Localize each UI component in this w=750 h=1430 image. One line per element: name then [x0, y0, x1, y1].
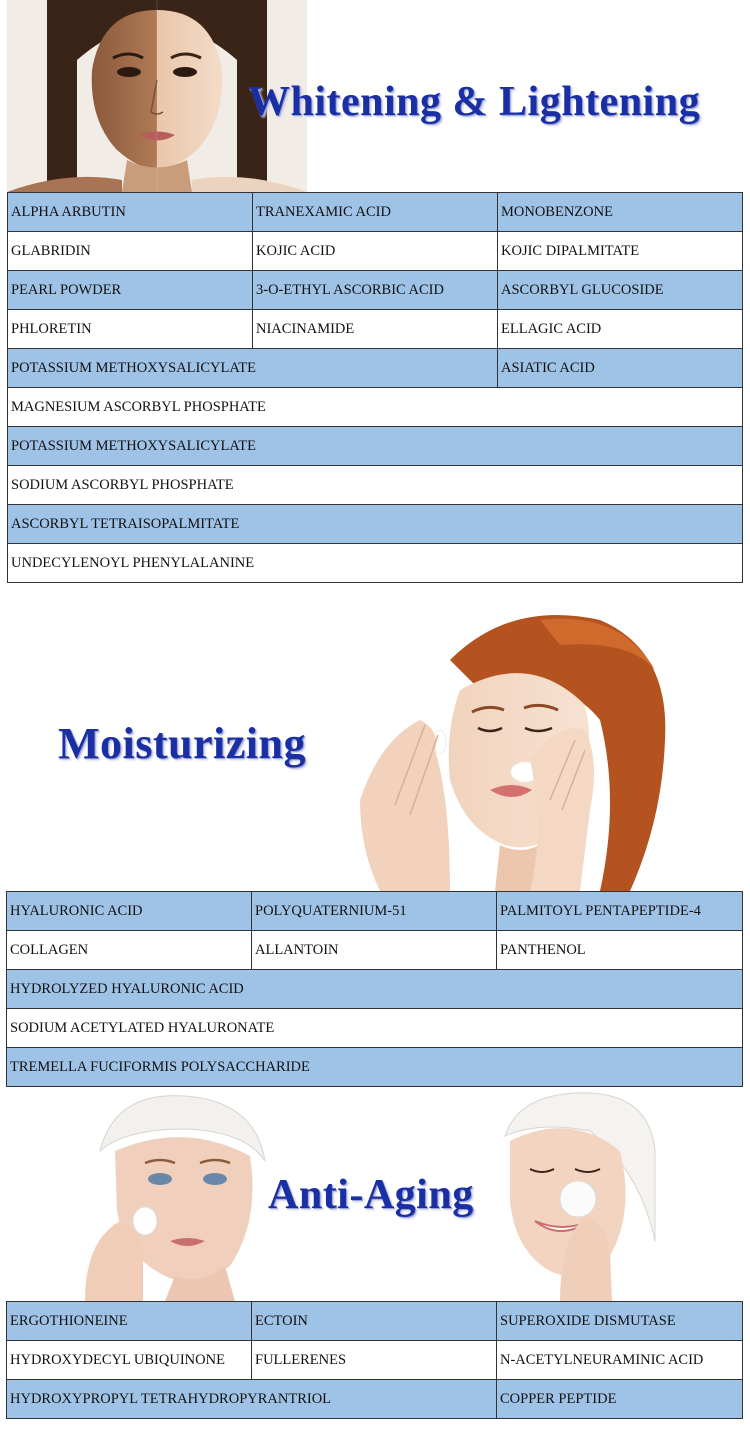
ingredient-cell: ALPHA ARBUTIN	[8, 193, 253, 232]
woman-applying-cream-photo	[300, 600, 720, 891]
table-row	[7, 892, 743, 931]
ingredient-cell: PHLORETIN	[8, 310, 253, 349]
ingredient-cell: ASCORBYL GLUCOSIDE	[498, 271, 743, 310]
ingredient-cell: HYDROXYDECYL UBIQUINONE	[7, 1341, 252, 1380]
whitening-banner	[0, 0, 750, 192]
ingredient-cell: FULLERENES	[252, 1341, 497, 1380]
ingredient-cell: POLYQUATERNIUM-51	[252, 892, 497, 931]
woman-towel-right-photo	[500, 1091, 660, 1301]
whitening-ingredients-table	[7, 192, 743, 583]
table-row	[8, 310, 743, 349]
moisturizing-ingredients-table	[6, 891, 743, 1087]
woman-towel-left-photo	[65, 1091, 285, 1301]
ingredient-cell: ALLANTOIN	[252, 931, 497, 970]
anti-aging-title: Anti-Aging	[268, 1172, 474, 1218]
ingredient-cell: PEARL POWDER	[8, 271, 253, 310]
ingredient-cell: ERGOTHIONEINE	[7, 1302, 252, 1341]
table-row	[7, 1302, 743, 1341]
table-row	[8, 193, 743, 232]
ingredient-cell: ASCORBYL TETRAISOPALMITATE	[8, 505, 743, 544]
moisturizing-banner	[0, 600, 750, 891]
table-row	[7, 1048, 743, 1087]
anti-aging-banner	[0, 1091, 750, 1301]
table-row	[7, 1380, 743, 1419]
table-row	[7, 931, 743, 970]
ingredient-cell: 3-O-ETHYL ASCORBIC ACID	[253, 271, 498, 310]
ingredient-cell: POTASSIUM METHOXYSALICYLATE	[8, 349, 498, 388]
ingredient-cell: SUPEROXIDE DISMUTASE	[497, 1302, 743, 1341]
ingredient-cell: PANTHENOL	[497, 931, 743, 970]
ingredient-cell: ECTOIN	[252, 1302, 497, 1341]
table-row	[8, 271, 743, 310]
whitening-title: Whitening & Lightening	[248, 79, 701, 125]
ingredient-cell: MONOBENZONE	[498, 193, 743, 232]
ingredient-cell: ASIATIC ACID	[498, 349, 743, 388]
table-row	[8, 505, 743, 544]
table-row	[7, 1341, 743, 1380]
ingredient-cell: TRANEXAMIC ACID	[253, 193, 498, 232]
ingredient-cell: SODIUM ACETYLATED HYALURONATE	[7, 1009, 743, 1048]
ingredient-cell: HYALURONIC ACID	[7, 892, 252, 931]
table-row	[8, 544, 743, 583]
ingredient-cell: PALMITOYL PENTAPEPTIDE-4	[497, 892, 743, 931]
ingredient-cell: COLLAGEN	[7, 931, 252, 970]
table-row	[8, 466, 743, 505]
ingredient-cell: SODIUM ASCORBYL PHOSPHATE	[8, 466, 743, 505]
ingredient-cell: COPPER PEPTIDE	[497, 1380, 743, 1419]
table-row	[7, 1009, 743, 1048]
ingredient-cell: GLABRIDIN	[8, 232, 253, 271]
ingredient-cell: NIACINAMIDE	[253, 310, 498, 349]
table-row	[8, 427, 743, 466]
ingredient-cell: POTASSIUM METHOXYSALICYLATE	[8, 427, 743, 466]
ingredient-cell: UNDECYLENOYL PHENYLALANINE	[8, 544, 743, 583]
ingredient-cell: TREMELLA FUCIFORMIS POLYSACCHARIDE	[7, 1048, 743, 1087]
table-row	[8, 349, 743, 388]
ingredient-cell: HYDROLYZED HYALURONIC ACID	[7, 970, 743, 1009]
table-row	[8, 232, 743, 271]
anti-aging-ingredients-table	[6, 1301, 743, 1419]
ingredient-cell: MAGNESIUM ASCORBYL PHOSPHATE	[8, 388, 743, 427]
table-row	[8, 388, 743, 427]
ingredient-cell: N-ACETYLNEURAMINIC ACID	[497, 1341, 743, 1380]
ingredient-cell: HYDROXYPROPYL TETRAHYDROPYRANTRIOL	[7, 1380, 497, 1419]
moisturizing-title: Moisturizing	[58, 719, 306, 768]
ingredient-cell: KOJIC DIPALMITATE	[498, 232, 743, 271]
ingredient-cell: ELLAGIC ACID	[498, 310, 743, 349]
ingredient-cell: KOJIC ACID	[253, 232, 498, 271]
table-row	[7, 970, 743, 1009]
